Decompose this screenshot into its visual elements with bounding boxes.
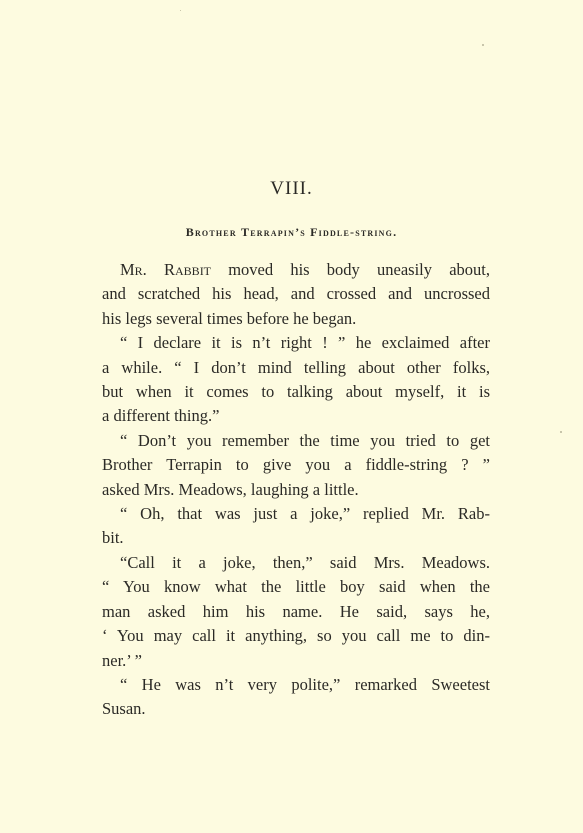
- text-line: a while. “ I don’t mind telling about other folks,: [102, 357, 490, 377]
- text-line: ‘ You may call it anything, so you call me to din-: [102, 626, 490, 646]
- text-line: “ Oh, that was just a joke,” replied Mr. Rab-: [120, 504, 490, 524]
- chapter-number: VIII.: [270, 178, 313, 199]
- text-line: “ You know what the little boy said when the: [102, 577, 490, 597]
- paper-speck: [482, 44, 484, 46]
- text-line: Susan.: [102, 699, 146, 719]
- paper-speck: [180, 10, 181, 11]
- text-line: “Call it a joke, then,” said Mrs. Meadows.: [120, 552, 490, 572]
- chapter-title: [0, 225, 583, 240]
- text-line: and scratched his head, and crossed and uncrossed: [102, 284, 490, 304]
- text-line: “ I declare it is n’t right ! ” he exclaimed after: [120, 333, 490, 353]
- text-line: his legs several times before he began.: [102, 308, 357, 328]
- opening-line-rest: moved his body uneasily about,: [211, 260, 490, 279]
- chapter-title-word: iddle-string.: [318, 225, 398, 239]
- paper-speck: [560, 431, 562, 433]
- text-line: Brother Terrapin to give you a fiddle-string ? ”: [102, 455, 490, 475]
- chapter-title-cap: F: [310, 225, 319, 239]
- chapter-title-cap: T: [241, 225, 251, 239]
- chapter-title-word: rother: [194, 225, 242, 239]
- text-line: man asked him his name. He said, says he,: [102, 601, 490, 621]
- text-line: ner.’ ”: [102, 650, 143, 670]
- text-line: bit.: [102, 528, 124, 548]
- opening-small-caps: Mr. Rabbit: [120, 260, 212, 279]
- text-line: but when it comes to talking about myself, it is: [102, 382, 490, 402]
- chapter-title-word: errapin’s: [250, 225, 311, 239]
- chapter-title-cap: B: [185, 225, 195, 239]
- text-line: asked Mrs. Meadows, laughing a little.: [102, 479, 359, 499]
- text-line: “ Don’t you remember the time you tried to get: [120, 430, 490, 450]
- text-line: a different thing.”: [102, 406, 220, 426]
- text-line: [102, 258, 490, 282]
- chapter-body: [102, 258, 490, 722]
- text-line: “ He was n’t very polite,” remarked Sweetest: [120, 674, 490, 694]
